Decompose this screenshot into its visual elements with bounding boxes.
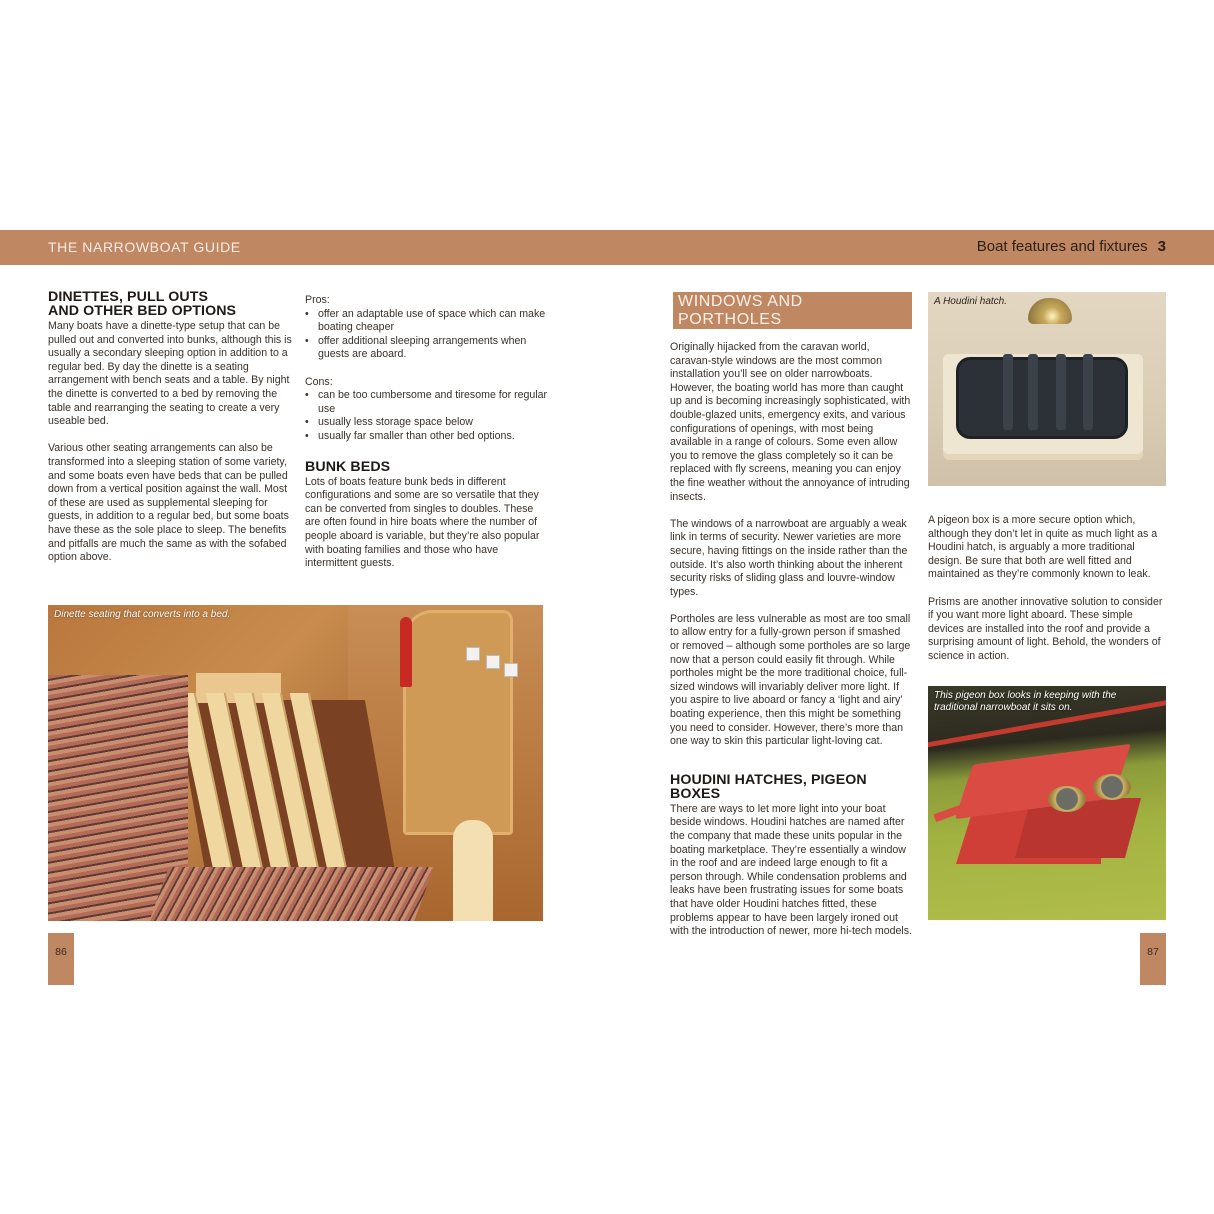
book-title: THE NARROWBOAT GUIDE [48, 239, 241, 255]
houdini-hatch-photo [928, 292, 1166, 486]
body-paragraph: There are ways to let more light into your boat beside windows. Houdini hatches are named after the company that made these units popular in the boating marketplace. They’re essentially a window in the roof and are indeed large enough to fit a person through. While condensation problems and leaks have been frustrating issues for some boats that have older Houdini hatches fitted, these problems appear to have been largely ironed out with the introduction of newer, more hi-tech models. [670, 802, 913, 938]
photo-seat-arm [453, 820, 493, 921]
body-paragraph: Various other seating arrangements can also be transformed into a sleeping station of some variety, and some boats even have beds that can be pulled down from a vertical position against the wall. Most of these are used as supplemental sleeping for guests, in addition to a regular bed, but some boats have these as the sole place to sleep. The benefits and pitfalls are much the same as with the sofabed option above. [48, 442, 289, 564]
list-item: • offer additional sleeping arrangements when guests are aboard. [305, 335, 550, 362]
body-paragraph: Many boats have a dinette-type setup that can be pulled out and converted into bunks, although this is usually a secondary sleeping option in addition to a regular bed. By day the dinette is a seating arrangement with bench seats and a table. By night the dinette is converted to a bed by removing the table and rearranging the seating to create a very useable bed. [48, 320, 292, 428]
section-heading-bunk-beds: BUNK BEDS [305, 458, 391, 475]
body-paragraph: The windows of a narrowboat are arguably a weak link in terms of security. Newer varieties are more secure, having fittings on the inside rather than the outside. It’s also worth thinking about the inherent security risks of sliding glass and louvre-window types. [670, 517, 908, 598]
page-number-tab [1140, 933, 1166, 985]
dinette-photo [48, 605, 543, 921]
body-paragraph: Prisms are another innovative solution to consider if you want more light aboard. These simple devices are installed into the roof and provide a surprising amount of light. Behold, the wonders of science in action. [928, 595, 1163, 662]
section-heading-houdini: HOUDINI HATCHES, PIGEON BOXES [670, 771, 867, 802]
right-page-column-1 [670, 292, 912, 939]
body-paragraph: Portholes are less vulnerable as most are too small to allow entry for a fully-grown person if smashed or removed – although some portholes are so large now that a person could easily fit through. While portholes might be the more traditional choice, full-sized windows will invariably deliver more light. If you aspire to live aboard or fancy a ‘light and airy’ boating experience, then this might be something you need to consider. However, there’s more than one way to skin this particular light-loving cat. [670, 612, 911, 748]
section-heading-dinettes [48, 290, 292, 318]
page-number-tab [48, 933, 74, 985]
cons-list [305, 389, 550, 443]
photo-hatch-window [956, 357, 1128, 439]
photo-caption: This pigeon box looks in keeping with the traditional narrowboat it sits on. [934, 690, 1117, 713]
photo-brass-vent [1028, 298, 1072, 324]
photo-brass-porthole [1048, 786, 1086, 812]
chapter-name: Boat features and fixtures [976, 238, 1148, 255]
left-page-column-2 [305, 294, 550, 571]
page-number: 87 [1147, 946, 1159, 958]
photo-hatch-bar [1083, 354, 1093, 430]
page-number: 86 [55, 946, 67, 958]
photo-socket [466, 647, 480, 661]
photo-fire-extinguisher [400, 617, 412, 687]
photo-hatch-bar [1056, 354, 1066, 430]
photo-hatch-bar [1003, 354, 1013, 430]
chapter-number: 3 [1157, 238, 1166, 255]
body-paragraph: A pigeon box is a more secure option which, although they don’t let in quite as much light as a Houdini hatch, is arguably a more traditional design. Be sure that both are well fitted and maintained as they’re commonly known to leak. [928, 514, 1158, 581]
list-item: • usually less storage space below [305, 416, 550, 430]
heading-line-2: AND OTHER BED OPTIONS [48, 303, 237, 319]
photo-hatch-bar [1028, 354, 1038, 430]
pros-list [305, 308, 550, 362]
list-item: • can be too cumbersome and tiresome for regular use [305, 389, 550, 416]
body-paragraph: Originally hijacked from the caravan world, caravan-style windows are the most common installation you’ll see on older narrowboats. However, the boating world has more than caught up and is becoming increasingly sophisticated, with double-glazed units, emergency exits, and various configurations of openings, with most being available in a range of colours. Some even allow you to remove the glass completely so it can be replaced with fly screens, meaning you can enjoy the fine weather without the annoyance of intruding insects. [670, 341, 911, 503]
chapter-title [977, 238, 1166, 255]
cons-label: Cons: [305, 375, 333, 388]
photo-socket [486, 655, 500, 669]
body-paragraph: Lots of boats feature bunk beds in different configurations and some are so versatile that they can be converted from singles to doubles. These are often found in hire boats where the number of people aboard is variable, but they’re also popular with boating families and those who have intermittent guests. [305, 475, 540, 570]
pigeon-box-photo [928, 686, 1166, 920]
photo-caption: Dinette seating that converts into a bed. [54, 609, 231, 620]
right-page-column-2 [928, 514, 1168, 664]
heading-line-1: DINETTES, PULL OUTS [48, 289, 209, 305]
pros-label: Pros: [305, 294, 330, 306]
section-heading-windows: WINDOWS AND PORTHOLES [673, 292, 912, 329]
photo-striped-cushion [147, 867, 434, 921]
photo-brass-porthole [1093, 774, 1131, 800]
photo-shelf-unit [403, 610, 513, 835]
list-item: • offer an adaptable use of space which can make boating cheaper [305, 308, 550, 335]
list-item: • usually far smaller than other bed options. [305, 430, 550, 444]
photo-caption: A Houdini hatch. [934, 296, 1008, 307]
left-page-column-1 [48, 290, 292, 565]
photo-socket [504, 663, 518, 677]
